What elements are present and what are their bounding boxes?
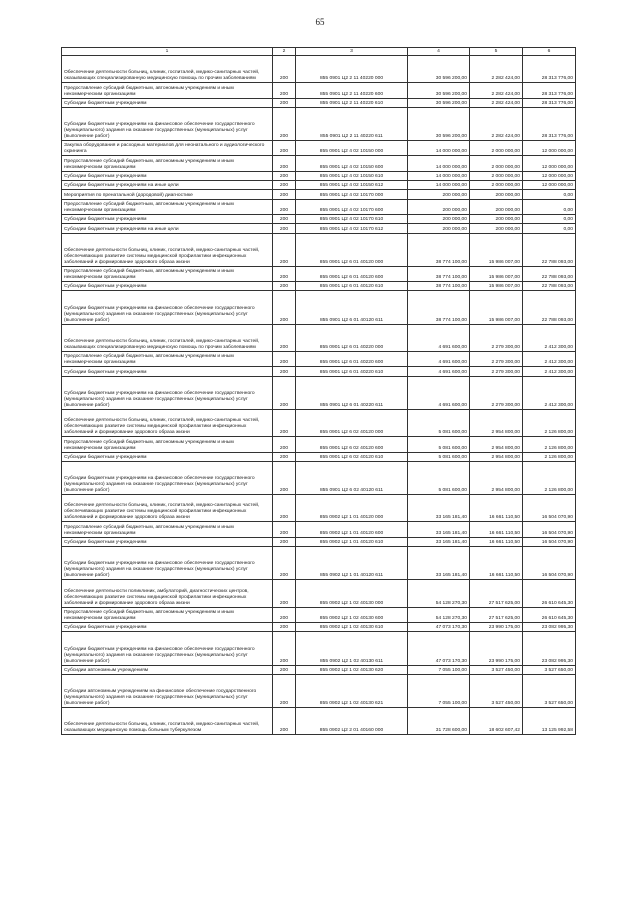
row-code: 200: [273, 537, 296, 546]
row-amount-col5: 15 986 007,00: [470, 282, 523, 291]
table-row: [62, 367, 576, 376]
row-amount-col4: 33 165 181,40: [408, 495, 470, 522]
row-amount-col5: 2 954 800,00: [470, 452, 523, 461]
row-classification-code: 855 0901 Ц2 4 02 10150 600: [296, 156, 408, 171]
table-row: [62, 324, 576, 351]
row-code: 200: [273, 171, 296, 180]
table-row: [62, 214, 576, 223]
table-row: [62, 190, 576, 199]
row-code: 200: [273, 224, 296, 233]
row-amount-col6: 16 504 070,90: [523, 495, 576, 522]
row-classification-code: 855 0901 Ц2 6 01 40120 000: [296, 233, 408, 266]
row-amount-col6: 2 412 300,00: [523, 324, 576, 351]
row-amount-col4: 200 000,00: [408, 199, 470, 214]
row-amount-col4: 38 774 100,00: [408, 266, 470, 281]
row-amount-col4: 47 073 170,30: [408, 622, 470, 631]
row-code: 200: [273, 156, 296, 171]
row-amount-col6: 0,00: [523, 190, 576, 199]
row-amount-col5: 15 986 007,00: [470, 233, 523, 266]
row-code: 200: [273, 282, 296, 291]
row-code: 200: [273, 56, 296, 83]
row-amount-col4: 38 774 100,00: [408, 282, 470, 291]
row-description: Обеспечение деятельности больниц, клиник, госпиталей, медико-санитарных частей, оказывающих специализированную медицинскую помощь по прочим заболеваниям: [62, 324, 273, 351]
row-classification-code: 855 0901 Ц2 2 11 40220 611: [296, 107, 408, 140]
row-amount-col4: 30 596 200,00: [408, 107, 470, 140]
row-description: Обеспечение деятельности больниц, клиник, госпиталей, медико-санитарных частей, обеспечивающих развитие системы медицинской профилактики инфекционных заболеваний и формирование здорового образа жизни: [62, 495, 273, 522]
table-row: [62, 224, 576, 233]
row-amount-col6: 0,00: [523, 214, 576, 223]
row-amount-col6: 2 412 300,00: [523, 376, 576, 409]
column-header: 2: [273, 48, 296, 56]
row-classification-code: 855 0902 Ц2 1 01 40120 000: [296, 495, 408, 522]
row-amount-col6: 23 082 995,30: [523, 632, 576, 665]
row-amount-col4: 30 596 200,00: [408, 56, 470, 83]
table-row: [62, 291, 576, 324]
table-row: [62, 266, 576, 281]
row-description: Субсидии бюджетным учреждениям на финансовое обеспечение государственного (муниципального) задания на оказание государственных (муниципальных) услуг (выполнение работ): [62, 291, 273, 324]
row-description: Субсидии бюджетным учреждениям: [62, 622, 273, 631]
row-amount-col4: 14 000 000,00: [408, 171, 470, 180]
row-code: 200: [273, 352, 296, 367]
table-row: [62, 461, 576, 494]
row-amount-col4: 200 000,00: [408, 214, 470, 223]
table-row: [62, 199, 576, 214]
row-classification-code: 855 0901 Ц2 6 01 40220 600: [296, 352, 408, 367]
row-amount-col4: 5 081 600,00: [408, 437, 470, 452]
row-description: Предоставление субсидий бюджетным, автономным учреждениям и иным некоммерческим организациям: [62, 437, 273, 452]
table-row: [62, 141, 576, 156]
row-code: 200: [273, 324, 296, 351]
row-code: 200: [273, 522, 296, 537]
row-amount-col5: 2 954 800,00: [470, 437, 523, 452]
row-amount-col4: 200 000,00: [408, 224, 470, 233]
row-description: Предоставление субсидий бюджетным, автономным учреждениям и иным некоммерческим организациям: [62, 607, 273, 622]
row-amount-col6: 28 313 776,00: [523, 83, 576, 98]
table-row: [62, 537, 576, 546]
row-amount-col4: 14 000 000,00: [408, 181, 470, 190]
row-amount-col4: 14 000 000,00: [408, 156, 470, 171]
row-amount-col4: 33 165 181,40: [408, 537, 470, 546]
row-amount-col5: 2 000 000,00: [470, 156, 523, 171]
row-description: Предоставление субсидий бюджетным, автономным учреждениям и иным некоммерческим организациям: [62, 522, 273, 537]
row-amount-col6: 22 788 093,00: [523, 266, 576, 281]
row-description: Субсидии бюджетным учреждениям: [62, 537, 273, 546]
row-description: Предоставление субсидий бюджетным, автономным учреждениям и иным некоммерческим организациям: [62, 199, 273, 214]
row-amount-col5: 27 517 625,00: [470, 580, 523, 607]
row-amount-col6: 12 000 000,00: [523, 156, 576, 171]
row-amount-col6: 12 000 000,00: [523, 141, 576, 156]
row-classification-code: 855 0901 Ц2 6 02 40120 600: [296, 437, 408, 452]
row-classification-code: 855 0901 Ц2 6 01 40120 610: [296, 282, 408, 291]
row-classification-code: 855 0901 Ц2 6 01 40120 611: [296, 291, 408, 324]
table-row: [62, 580, 576, 607]
table-row: [62, 665, 576, 674]
row-code: 200: [273, 181, 296, 190]
table-row: [62, 171, 576, 180]
row-code: 200: [273, 107, 296, 140]
row-description: Предоставление субсидий бюджетным, автономным учреждениям и иным некоммерческим организациям: [62, 352, 273, 367]
row-classification-code: 855 0901 Ц2 4 02 10150 612: [296, 181, 408, 190]
table-row: [62, 452, 576, 461]
row-amount-col6: 22 788 093,00: [523, 233, 576, 266]
column-header: 5: [470, 48, 523, 56]
row-amount-col5: 27 517 625,00: [470, 607, 523, 622]
row-classification-code: 855 0901 Ц2 2 11 40220 000: [296, 56, 408, 83]
row-amount-col6: 13 125 992,58: [523, 708, 576, 735]
row-description: Субсидии бюджетным учреждениям: [62, 367, 273, 376]
row-amount-col5: 23 990 175,00: [470, 622, 523, 631]
row-description: Субсидии бюджетным учреждениям: [62, 171, 273, 180]
row-amount-col5: 200 000,00: [470, 224, 523, 233]
row-amount-col4: 38 774 100,00: [408, 233, 470, 266]
row-description: Субсидии бюджетным учреждениям на иные цели: [62, 181, 273, 190]
table-row: [62, 437, 576, 452]
row-amount-col5: 2 954 800,00: [470, 409, 523, 436]
row-classification-code: 855 0901 Ц2 4 02 10170 600: [296, 199, 408, 214]
row-description: Субсидии бюджетным учреждениям: [62, 452, 273, 461]
column-header: 4: [408, 48, 470, 56]
row-amount-col5: 16 661 110,50: [470, 547, 523, 580]
row-amount-col5: 2 954 800,00: [470, 461, 523, 494]
row-amount-col6: 3 527 650,00: [523, 665, 576, 674]
row-amount-col4: 14 000 000,00: [408, 141, 470, 156]
row-amount-col4: 4 691 600,00: [408, 367, 470, 376]
row-code: 200: [273, 580, 296, 607]
budget-table: [61, 47, 576, 735]
row-description: Закупка оборудования и расходных материалов для неонатального и аудиологического скрининга: [62, 141, 273, 156]
row-amount-col4: 54 128 270,30: [408, 607, 470, 622]
row-code: 200: [273, 199, 296, 214]
row-classification-code: 855 0902 Ц2 1 02 40130 611: [296, 632, 408, 665]
row-classification-code: 855 0902 Ц2 1 02 40130 000: [296, 580, 408, 607]
row-amount-col5: 200 000,00: [470, 214, 523, 223]
table-row: [62, 632, 576, 665]
row-amount-col4: 47 073 170,30: [408, 632, 470, 665]
row-code: 200: [273, 141, 296, 156]
table-row: [62, 107, 576, 140]
row-amount-col5: 2 282 424,00: [470, 56, 523, 83]
table-row: [62, 352, 576, 367]
row-amount-col5: 15 986 007,00: [470, 266, 523, 281]
table-row: [62, 674, 576, 707]
row-description: Предоставление субсидий бюджетным, автономным учреждениям и иным некоммерческим организациям: [62, 266, 273, 281]
row-amount-col6: 12 000 000,00: [523, 171, 576, 180]
row-amount-col5: 2 282 424,00: [470, 98, 523, 107]
row-amount-col5: 23 990 175,00: [470, 632, 523, 665]
row-classification-code: 855 0901 Ц2 6 01 40220 611: [296, 376, 408, 409]
row-amount-col5: 3 527 450,00: [470, 665, 523, 674]
row-amount-col4: 5 081 600,00: [408, 452, 470, 461]
row-description: Обеспечение деятельности больниц, клиник, госпиталей, медико-санитарных частей, оказывающих медицинскую помощь больным туберкулезом: [62, 708, 273, 735]
row-code: 200: [273, 291, 296, 324]
row-description: Обеспечение деятельности больниц, клиник, госпиталей, медико-санитарных частей, обеспечивающих развитие системы медицинской профилактики инфекционных заболеваний и формирование здорового образа жизни: [62, 409, 273, 436]
row-description: Обеспечение деятельности больниц, клиник, госпиталей, медико-санитарных частей, оказывающих специализированную медицинскую помощь по прочим заболеваниям: [62, 56, 273, 83]
row-amount-col5: 2 279 300,00: [470, 376, 523, 409]
row-amount-col5: 16 661 110,50: [470, 495, 523, 522]
row-description: Субсидии автономным учреждениям: [62, 665, 273, 674]
page-number: 65: [315, 17, 325, 27]
row-code: 200: [273, 437, 296, 452]
row-amount-col5: 16 661 110,50: [470, 522, 523, 537]
row-amount-col6: 2 126 800,00: [523, 452, 576, 461]
row-classification-code: 855 0901 Ц2 4 02 10170 612: [296, 224, 408, 233]
table-row: [62, 282, 576, 291]
row-classification-code: 855 0901 Ц2 6 01 40220 610: [296, 367, 408, 376]
row-amount-col5: 200 000,00: [470, 190, 523, 199]
row-code: 200: [273, 708, 296, 735]
row-amount-col4: 4 691 600,00: [408, 376, 470, 409]
row-amount-col5: 15 986 007,00: [470, 291, 523, 324]
row-description: Субсидии бюджетным учреждениям на финансовое обеспечение государственного (муниципального) задания на оказание государственных (муниципальных) услуг (выполнение работ): [62, 107, 273, 140]
table-row: [62, 622, 576, 631]
row-description: Субсидии бюджетным учреждениям на финансовое обеспечение государственного (муниципального) задания на оказание государственных (муниципальных) услуг (выполнение работ): [62, 547, 273, 580]
row-classification-code: 855 0902 Ц2 1 02 40130 610: [296, 622, 408, 631]
row-amount-col6: 28 313 776,00: [523, 98, 576, 107]
row-amount-col6: 2 126 800,00: [523, 437, 576, 452]
row-amount-col5: 2 279 300,00: [470, 324, 523, 351]
row-amount-col4: 33 165 181,40: [408, 547, 470, 580]
row-amount-col4: 4 691 600,00: [408, 324, 470, 351]
row-amount-col5: 18 602 607,42: [470, 708, 523, 735]
row-amount-col6: 22 788 093,00: [523, 291, 576, 324]
row-classification-code: 855 0901 Ц2 6 01 40220 000: [296, 324, 408, 351]
row-amount-col6: 26 610 645,30: [523, 580, 576, 607]
row-description: Обеспечение деятельности больниц, клиник, госпиталей, медико-санитарных частей, обеспечивающих развитие системы медицинской профилактики инфекционных заболеваний и формирование здорового образа жизни: [62, 233, 273, 266]
row-classification-code: 855 0901 Ц2 6 01 40120 600: [296, 266, 408, 281]
row-amount-col5: 2 000 000,00: [470, 141, 523, 156]
row-amount-col6: 16 504 070,90: [523, 522, 576, 537]
row-amount-col4: 33 165 181,40: [408, 522, 470, 537]
row-amount-col5: 2 279 300,00: [470, 352, 523, 367]
row-classification-code: 855 0902 Ц2 2 01 40160 000: [296, 708, 408, 735]
row-amount-col5: 200 000,00: [470, 199, 523, 214]
row-amount-col4: 38 774 100,00: [408, 291, 470, 324]
row-amount-col6: 28 313 776,00: [523, 56, 576, 83]
table-row: [62, 522, 576, 537]
row-amount-col6: 2 126 800,00: [523, 461, 576, 494]
row-classification-code: 855 0901 Ц2 6 02 40120 000: [296, 409, 408, 436]
row-code: 200: [273, 214, 296, 223]
row-code: 200: [273, 547, 296, 580]
row-classification-code: 855 0901 Ц2 6 02 40120 611: [296, 461, 408, 494]
row-description: Субсидии бюджетным учреждениям на финансовое обеспечение государственного (муниципального) задания на оказание государственных (муниципальных) услуг (выполнение работ): [62, 461, 273, 494]
row-description: Субсидии бюджетным учреждениям на финансовое обеспечение государственного (муниципального) задания на оказание государственных (муниципальных) услуг (выполнение работ): [62, 376, 273, 409]
table-row: [62, 98, 576, 107]
row-code: 200: [273, 376, 296, 409]
table-body: [62, 56, 576, 735]
row-code: 200: [273, 367, 296, 376]
row-amount-col6: 2 126 800,00: [523, 409, 576, 436]
row-amount-col5: 16 661 110,50: [470, 537, 523, 546]
row-description: Субсидии бюджетным учреждениям на иные цели: [62, 224, 273, 233]
row-code: 200: [273, 83, 296, 98]
table-row: [62, 409, 576, 436]
row-classification-code: 855 0901 Ц2 4 02 10170 610: [296, 214, 408, 223]
row-classification-code: 855 0902 Ц2 1 02 40130 600: [296, 607, 408, 622]
row-description: Мероприятия по пренатальной (дородовой) диагностике: [62, 190, 273, 199]
row-classification-code: 855 0901 Ц2 6 02 40120 610: [296, 452, 408, 461]
row-amount-col5: 2 000 000,00: [470, 171, 523, 180]
row-amount-col4: 54 128 270,30: [408, 580, 470, 607]
table-row: [62, 607, 576, 622]
row-amount-col6: 3 527 650,00: [523, 674, 576, 707]
row-amount-col4: 30 596 200,00: [408, 83, 470, 98]
table-row: [62, 83, 576, 98]
row-code: 200: [273, 409, 296, 436]
row-amount-col6: 16 504 070,90: [523, 537, 576, 546]
row-amount-col4: 7 055 100,00: [408, 665, 470, 674]
row-amount-col4: 5 081 600,00: [408, 461, 470, 494]
row-amount-col4: 31 728 600,00: [408, 708, 470, 735]
table-row: [62, 547, 576, 580]
row-code: 200: [273, 622, 296, 631]
table-row: [62, 181, 576, 190]
column-header: 1: [62, 48, 273, 56]
row-code: 200: [273, 495, 296, 522]
row-classification-code: 855 0902 Ц2 1 02 40130 620: [296, 665, 408, 674]
row-classification-code: 855 0902 Ц2 1 02 40130 621: [296, 674, 408, 707]
row-code: 200: [273, 233, 296, 266]
row-code: 200: [273, 461, 296, 494]
row-classification-code: 855 0902 Ц2 1 01 40120 610: [296, 537, 408, 546]
row-classification-code: 855 0901 Ц2 4 02 10150 610: [296, 171, 408, 180]
row-amount-col6: 0,00: [523, 199, 576, 214]
table-row: [62, 156, 576, 171]
row-amount-col6: 26 610 645,30: [523, 607, 576, 622]
row-amount-col5: 3 527 450,00: [470, 674, 523, 707]
row-description: Субсидии бюджетным учреждениям: [62, 214, 273, 223]
row-amount-col6: 0,00: [523, 224, 576, 233]
column-header: 6: [523, 48, 576, 56]
table-row: [62, 233, 576, 266]
row-code: 200: [273, 452, 296, 461]
row-amount-col6: 28 313 776,00: [523, 107, 576, 140]
table-row: [62, 708, 576, 735]
row-amount-col6: 12 000 000,00: [523, 181, 576, 190]
row-amount-col6: 2 412 300,00: [523, 367, 576, 376]
row-classification-code: 855 0902 Ц2 1 01 40120 600: [296, 522, 408, 537]
row-amount-col4: 4 691 600,00: [408, 352, 470, 367]
column-header: 3: [296, 48, 408, 56]
row-classification-code: 855 0902 Ц2 1 01 40120 611: [296, 547, 408, 580]
row-classification-code: 855 0901 Ц2 4 02 10150 000: [296, 141, 408, 156]
row-description: Субсидии бюджетным учреждениям: [62, 98, 273, 107]
row-code: 200: [273, 98, 296, 107]
row-classification-code: 855 0901 Ц2 2 11 40220 600: [296, 83, 408, 98]
row-code: 200: [273, 632, 296, 665]
table-row: [62, 56, 576, 83]
row-amount-col4: 7 055 100,00: [408, 674, 470, 707]
table-row: [62, 495, 576, 522]
row-code: 200: [273, 266, 296, 281]
row-code: 200: [273, 190, 296, 199]
row-amount-col5: 2 000 000,00: [470, 181, 523, 190]
row-amount-col6: 16 504 070,90: [523, 547, 576, 580]
row-description: Предоставление субсидий бюджетным, автономным учреждениям и иным некоммерческим организациям: [62, 156, 273, 171]
row-code: 200: [273, 665, 296, 674]
row-amount-col4: 5 081 600,00: [408, 409, 470, 436]
row-code: 200: [273, 674, 296, 707]
row-amount-col4: 200 000,00: [408, 190, 470, 199]
row-amount-col5: 2 279 300,00: [470, 367, 523, 376]
row-classification-code: 855 0901 Ц2 2 11 40220 610: [296, 98, 408, 107]
row-amount-col4: 30 596 200,00: [408, 98, 470, 107]
row-amount-col6: 22 788 093,00: [523, 282, 576, 291]
row-description: Субсидии бюджетным учреждениям на финансовое обеспечение государственного (муниципального) задания на оказание государственных (муниципальных) услуг (выполнение работ): [62, 632, 273, 665]
row-amount-col6: 23 082 995,30: [523, 622, 576, 631]
row-amount-col5: 2 282 424,00: [470, 107, 523, 140]
row-amount-col6: 2 412 300,00: [523, 352, 576, 367]
row-description: Субсидии бюджетным учреждениям: [62, 282, 273, 291]
row-classification-code: 855 0901 Ц2 4 02 10170 000: [296, 190, 408, 199]
row-description: Субсидии автономным учреждениям на финансовое обеспечение государственного (муниципального) задания на оказание государственных (муниципальных) услуг (выполнение работ): [62, 674, 273, 707]
row-description: Предоставление субсидий бюджетным, автономным учреждениям и иным некоммерческим организациям: [62, 83, 273, 98]
row-code: 200: [273, 607, 296, 622]
row-amount-col5: 2 282 424,00: [470, 83, 523, 98]
table-row: [62, 376, 576, 409]
table-header-row: [62, 48, 576, 56]
row-description: Обеспечение деятельности поликлиник, амбулаторий, диагностических центров, обеспечивающих развитие системы медицинской профилактики инфекционных заболеваний и формирование здорового образа жизни: [62, 580, 273, 607]
